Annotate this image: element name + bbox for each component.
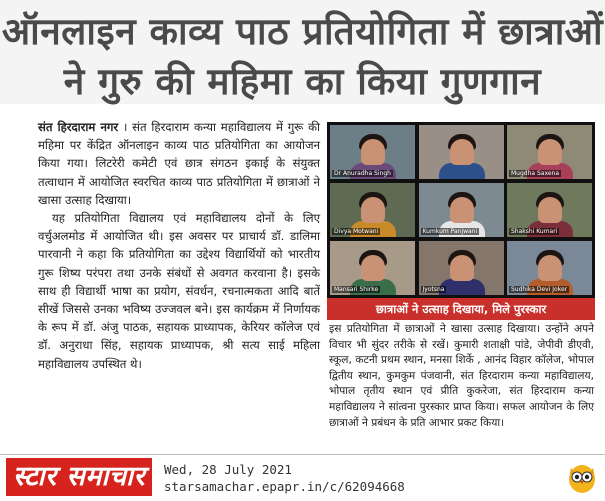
headline-line-1: ऑनलाइन काव्य पाठ प्रतियोगिता में छात्राओं bbox=[1, 10, 604, 53]
participant-name: Kumkum Panjwani bbox=[422, 228, 478, 235]
headline-line-2: ने गुरु की महिमा का किया गुणगान bbox=[63, 60, 542, 103]
participant-tile bbox=[419, 183, 504, 237]
participant-name: Sudhika Devi Joker bbox=[511, 286, 568, 293]
participant-name: Dr Anuradha Singh bbox=[334, 170, 391, 177]
video-call-photo bbox=[327, 122, 595, 298]
dateline: संत हिरदाराम नगर bbox=[38, 120, 119, 134]
participant-face bbox=[538, 197, 562, 223]
owl-icon bbox=[565, 460, 599, 494]
participant-name: Mansari Shirke bbox=[334, 286, 379, 293]
participant-face bbox=[538, 139, 562, 165]
edition-url[interactable]: starsamachar.epapr.in/c/62094668 bbox=[164, 479, 405, 494]
participant-tile bbox=[507, 183, 592, 237]
headline-block bbox=[0, 0, 605, 104]
participant-body bbox=[439, 163, 485, 179]
article-paragraph-1-text: । संत हिरदाराम कन्या महाविद्यालय में गुरू की महिमा पर केंद्रित ऑनलाइन काव्य पाठ प्रतियोगिता का आयोजन किया गया। लिटरेरी कमेटी एवं छात्र संगठन इकाई के संयुक्त तत्वाधान में आयोजित स्वरचित काव्य पाठ प्रतियोगिता में छात्राओं ने खासा उत्साह दिखाया। bbox=[38, 120, 320, 207]
participant-name: Shakshi Kumari bbox=[511, 228, 558, 235]
edition-date: Wed, 28 July 2021 bbox=[164, 462, 292, 477]
caption-text: इस प्रतियोगिता में छात्राओं ने खासा उत्साह दिखाया। उन्होंने अपने विचार भी सुंदर तरीके से रखें। कुमारी शताक्षी पांडे, जेपीवी डीएवी, स्कूल, कटनी प्रथम स्थान, मनसा शिर्के , आनंद विहार कॉलेज, भोपाल द्वितीय स्थान, कुमकुम पंजवानी, संत हिरदाराम कन्या महाविद्यालय, भोपाल तृतीय स्थान एवं प्रीति कुकरेजा, संत हिरदाराम कन्या महाविद्यालय ने सांत्वना पुरस्कार प्राप्त किया। सफल आयोजन के लिए छात्राओं ने प्रबंधन के प्रति आभार प्रकट किया। bbox=[329, 323, 594, 429]
participant-tile bbox=[330, 183, 415, 237]
participant-face bbox=[450, 197, 474, 223]
caption-box bbox=[329, 322, 594, 431]
participant-name: Jyotsna bbox=[422, 286, 445, 293]
participant-face bbox=[361, 255, 385, 281]
participant-face bbox=[538, 255, 562, 281]
participant-tile bbox=[330, 241, 415, 295]
participant-face bbox=[450, 255, 474, 281]
article-body bbox=[38, 118, 320, 373]
participant-name: Mugdha Saxena bbox=[511, 170, 560, 177]
participant-face bbox=[361, 197, 385, 223]
brand-logo: स्टार समाचार bbox=[6, 458, 152, 496]
participant-tile bbox=[419, 125, 504, 179]
article-paragraph-2: यह प्रतियोगिता विद्यालय एवं महाविद्यालय दोनों के लिए वर्चुअलमोड में आयोजित थी। इस अवसर पर प्राचार्य डॉ. डालिमा पारवानी ने कहा कि प्रतियोगिता का उद्देश्य विद्यार्थियों को भारतीय गुरू शिष्य परंपरा तथा उनके संबंधों से अवगत करवाना है। इसके साथ ही विद्यार्थी भाषा का प्रयोग, संवर्धन, रचनात्मकता आदि बातें सीखें जिससे उनका भविष्य उज्जवल बने। इस कार्यक्रम में निर्णायक के रूप में डॉ. अंजु पाठक, सहायक प्राध्यापक, केरियर कॉलेज एवं डॉ. अनुराधा सिंह, सहायक प्राध्यापक, श्री सत्य साई महिला महाविद्यालय उपस्थित थे। bbox=[38, 211, 320, 371]
article-paragraph-1 bbox=[38, 118, 320, 209]
participant-tile bbox=[419, 241, 504, 295]
caption-title: छात्राओं ने उत्साह दिखाया, मिले पुरस्कार bbox=[327, 298, 595, 320]
participant-tile bbox=[330, 125, 415, 179]
participant-face bbox=[450, 139, 474, 165]
participant-tile bbox=[507, 241, 592, 295]
participant-name: Divya Motwani bbox=[334, 228, 379, 235]
footer-divider bbox=[0, 454, 605, 455]
participant-tile bbox=[507, 125, 592, 179]
participant-face bbox=[361, 139, 385, 165]
edition-meta bbox=[164, 461, 405, 495]
